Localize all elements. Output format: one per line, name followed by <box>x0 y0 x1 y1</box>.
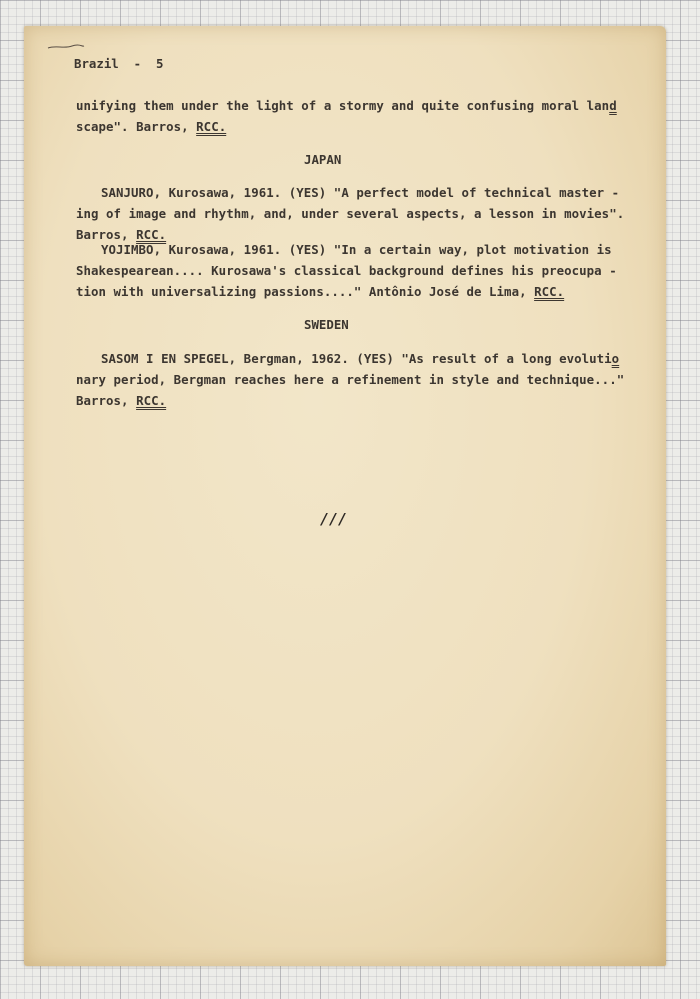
underlined-letter: d <box>609 98 617 113</box>
reference-rcc: RCC. <box>136 393 167 408</box>
page-header: Brazil - 5 <box>74 56 164 71</box>
underlined-letter: o <box>611 351 620 366</box>
text-segment: tion with universalizing passions...." Antônio José de Lima, <box>76 284 535 299</box>
entry-yojimbo-line: Shakespearean.... Kurosawa's classical background defines his preocupa - <box>76 263 617 278</box>
text-line <box>76 119 226 134</box>
text-segment: Barros, <box>76 227 137 242</box>
end-marks: /// <box>320 510 348 528</box>
entry-sasom-line <box>76 393 166 408</box>
reference-rcc: RCC. <box>196 119 227 134</box>
entry-sanjuro-line: ing of image and rhythm, and, under several aspects, a lesson in movies". <box>76 206 625 221</box>
entry-sanjuro-line: SANJURO, Kurosawa, 1961. (YES) "A perfect model of technical master - <box>101 185 620 200</box>
reference-rcc: RCC. <box>534 284 565 299</box>
text-line <box>76 98 617 113</box>
text-segment: scape". Barros, <box>76 119 197 134</box>
entry-sasom-line <box>101 351 619 366</box>
section-heading-sweden: SWEDEN <box>304 317 349 332</box>
entry-yojimbo-line: YOJIMBO, Kurosawa, 1961. (YES) "In a certain way, plot motivation is <box>101 242 612 257</box>
section-heading-japan: JAPAN <box>304 152 342 167</box>
text-segment: unifying them under the light of a stormy and quite confusing moral lan <box>76 98 610 113</box>
paper-sheet <box>24 26 666 966</box>
paper-stain <box>24 26 666 966</box>
text-segment: SASOM I EN SPEGEL, Bergman, 1962. (YES) "As result of a long evoluti <box>101 351 612 366</box>
entry-sanjuro-line <box>76 227 166 242</box>
reference-rcc: RCC. <box>136 227 167 242</box>
entry-sasom-line: nary period, Bergman reaches here a refinement in style and technique..." <box>76 372 625 387</box>
text-segment: Barros, <box>76 393 137 408</box>
pencil-mark-icon <box>46 44 86 50</box>
entry-yojimbo-line <box>76 284 564 299</box>
